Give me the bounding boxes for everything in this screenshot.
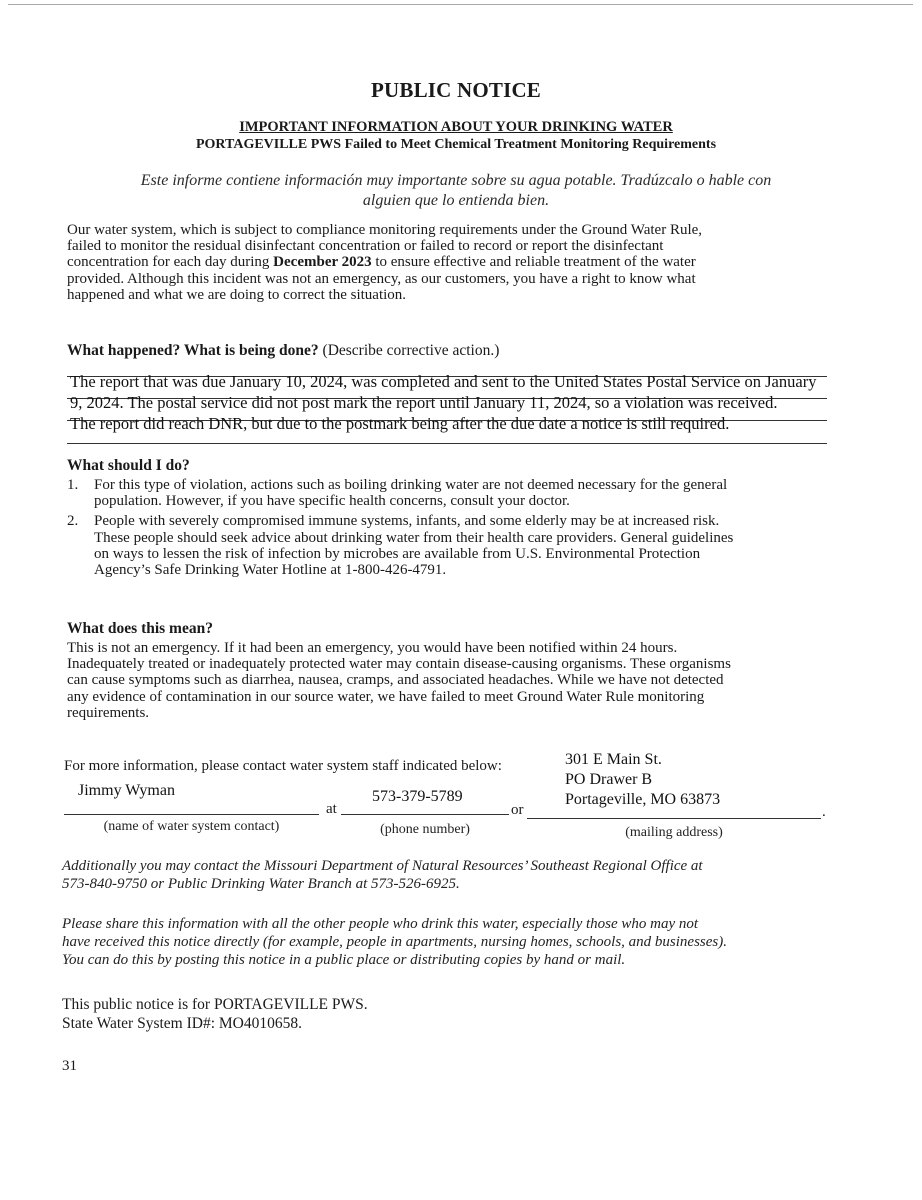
caption-phone: (phone number)	[380, 822, 470, 837]
what-mean-line: any evidence of contamination in our source water, we have failed to meet Ground Water Rule monitoring	[67, 688, 705, 705]
what-mean-paragraph	[67, 640, 857, 721]
connector-or: or	[511, 802, 524, 818]
intro-line: failed to monitor the residual disinfectant concentration or failed to record or report the disinfectant	[67, 238, 664, 255]
share-line: have received this notice directly (for example, people in apartments, nursing homes, schools, and businesses).	[62, 934, 728, 950]
intro-line: happened and what we are doing to correct the situation.	[67, 286, 407, 303]
list-item-line: These people should seek advice about drinking water from their health care providers. General guidelines	[94, 529, 734, 546]
share-line: Please share this information with all the other people who drink this water, especially those who may not	[62, 916, 699, 932]
corrective-action-line: The report did reach DNR, but due to the postmark being after the due date a notice is still required.	[70, 414, 730, 433]
notice-title: PUBLIC NOTICE	[370, 78, 542, 102]
notice-subtitle-important: IMPORTANT INFORMATION ABOUT YOUR DRINKING WATER	[239, 119, 673, 135]
what-happened-heading-text: What happened? What is being done?	[67, 342, 319, 359]
what-mean-line: This is not an emergency. If it had been an emergency, you would have been notified within 24 hours.	[67, 640, 678, 656]
caption-contact-name: (name of water system contact)	[103, 819, 280, 834]
contact-intro: For more information, please contact water system staff indicated below:	[64, 758, 502, 774]
answer-rule	[67, 443, 827, 444]
intro-paragraph	[67, 222, 827, 303]
list-item	[67, 513, 842, 578]
share-line: You can do this by posting this notice in a public place or distributing copies by hand or mail.	[62, 952, 626, 968]
system-info	[62, 995, 368, 1033]
notice-subtitle-system: PORTAGEVILLE PWS Failed to Meet Chemical Treatment Monitoring Requirements	[195, 137, 717, 152]
contact-name-value: Jimmy Wyman	[78, 782, 175, 799]
address-line: 301 E Main St.	[565, 751, 662, 768]
spanish-line: alguien que lo entienda bien.	[362, 192, 550, 209]
corrective-action-text	[70, 371, 900, 434]
address-field-rule	[527, 818, 821, 819]
reporting-period: December 2023	[273, 254, 372, 271]
list-item-number: 1.	[67, 477, 79, 493]
corrective-action-line: The report that was due January 10, 2024, was completed and sent to the United States Postal Service on January	[70, 372, 817, 391]
what-mean-line: Inadequately treated or inadequately protected water may contain disease-causing organisms. These organisms	[67, 656, 731, 673]
address-line: PO Drawer B	[565, 771, 653, 788]
what-should-heading: What should I do?	[67, 457, 190, 474]
connector-at: at	[326, 801, 337, 817]
additional-line: Additionally you may contact the Missouri Department of Natural Resources’ Southeast Regional Office at	[62, 858, 703, 874]
system-id-line: State Water System ID#: MO4010658.	[62, 1015, 302, 1032]
list-item-line: Agency’s Safe Drinking Water Hotline at 1-800-426-4791.	[94, 562, 447, 579]
corrective-action-line: 9, 2024. The postal service did not post mark the report until January 11, 2024, so a violation was received.	[70, 393, 778, 412]
what-happened-heading	[67, 342, 499, 360]
list-item-number: 2.	[67, 513, 79, 530]
additional-contact-paragraph	[62, 857, 842, 893]
page-number: 31	[62, 1058, 77, 1074]
what-mean-line: can cause symptoms such as diarrhea, nausea, cramps, and associated headaches. While we have not detected	[67, 672, 724, 689]
address-line: Portageville, MO 63873	[565, 791, 721, 808]
what-mean-heading: What does this mean?	[67, 620, 213, 637]
list-item-line: population. However, if you have specific health concerns, consult your doctor.	[94, 493, 570, 510]
address-period: .	[822, 804, 826, 820]
intro-line-text: to ensure effective and reliable treatment of the water	[375, 254, 696, 271]
name-field-rule	[64, 814, 319, 815]
intro-line-text: concentration for each day during	[67, 254, 270, 271]
list-item-line: People with severely compromised immune systems, infants, and some elderly may be at increased risk.	[94, 513, 720, 530]
share-paragraph	[62, 915, 842, 969]
list-item-line: For this type of violation, actions such as boiling drinking water are not deemed necessary for the general	[94, 477, 728, 493]
list-item	[67, 477, 842, 509]
mailing-address-value	[565, 750, 720, 810]
spanish-translation-note	[80, 171, 832, 211]
spanish-line: Este informe contiene información muy importante sobre su agua potable. Tradúzcalo o hable con	[140, 172, 772, 189]
what-should-list	[67, 477, 842, 580]
intro-line	[67, 254, 827, 270]
contact-phone-value: 573-379-5789	[372, 788, 463, 805]
page-top-edge	[8, 4, 913, 5]
additional-line: 573-840-9750 or Public Drinking Water Branch at 573-526-6925.	[62, 876, 460, 892]
intro-line: Our water system, which is subject to compliance monitoring requirements under the Ground Water Rule,	[67, 222, 703, 238]
what-happened-heading-note: (Describe corrective action.)	[322, 342, 500, 359]
system-name-line: This public notice is for PORTAGEVILLE PWS.	[62, 996, 368, 1013]
what-mean-line: requirements.	[67, 704, 150, 721]
intro-line: provided. Although this incident was not an emergency, as our customers, you have a right to know what	[67, 270, 696, 287]
caption-mailing-address: (mailing address)	[625, 825, 723, 840]
phone-field-rule	[341, 814, 509, 815]
list-item-line: on ways to lessen the risk of infection by microbes are available from U.S. Environmental Protection	[94, 545, 701, 562]
